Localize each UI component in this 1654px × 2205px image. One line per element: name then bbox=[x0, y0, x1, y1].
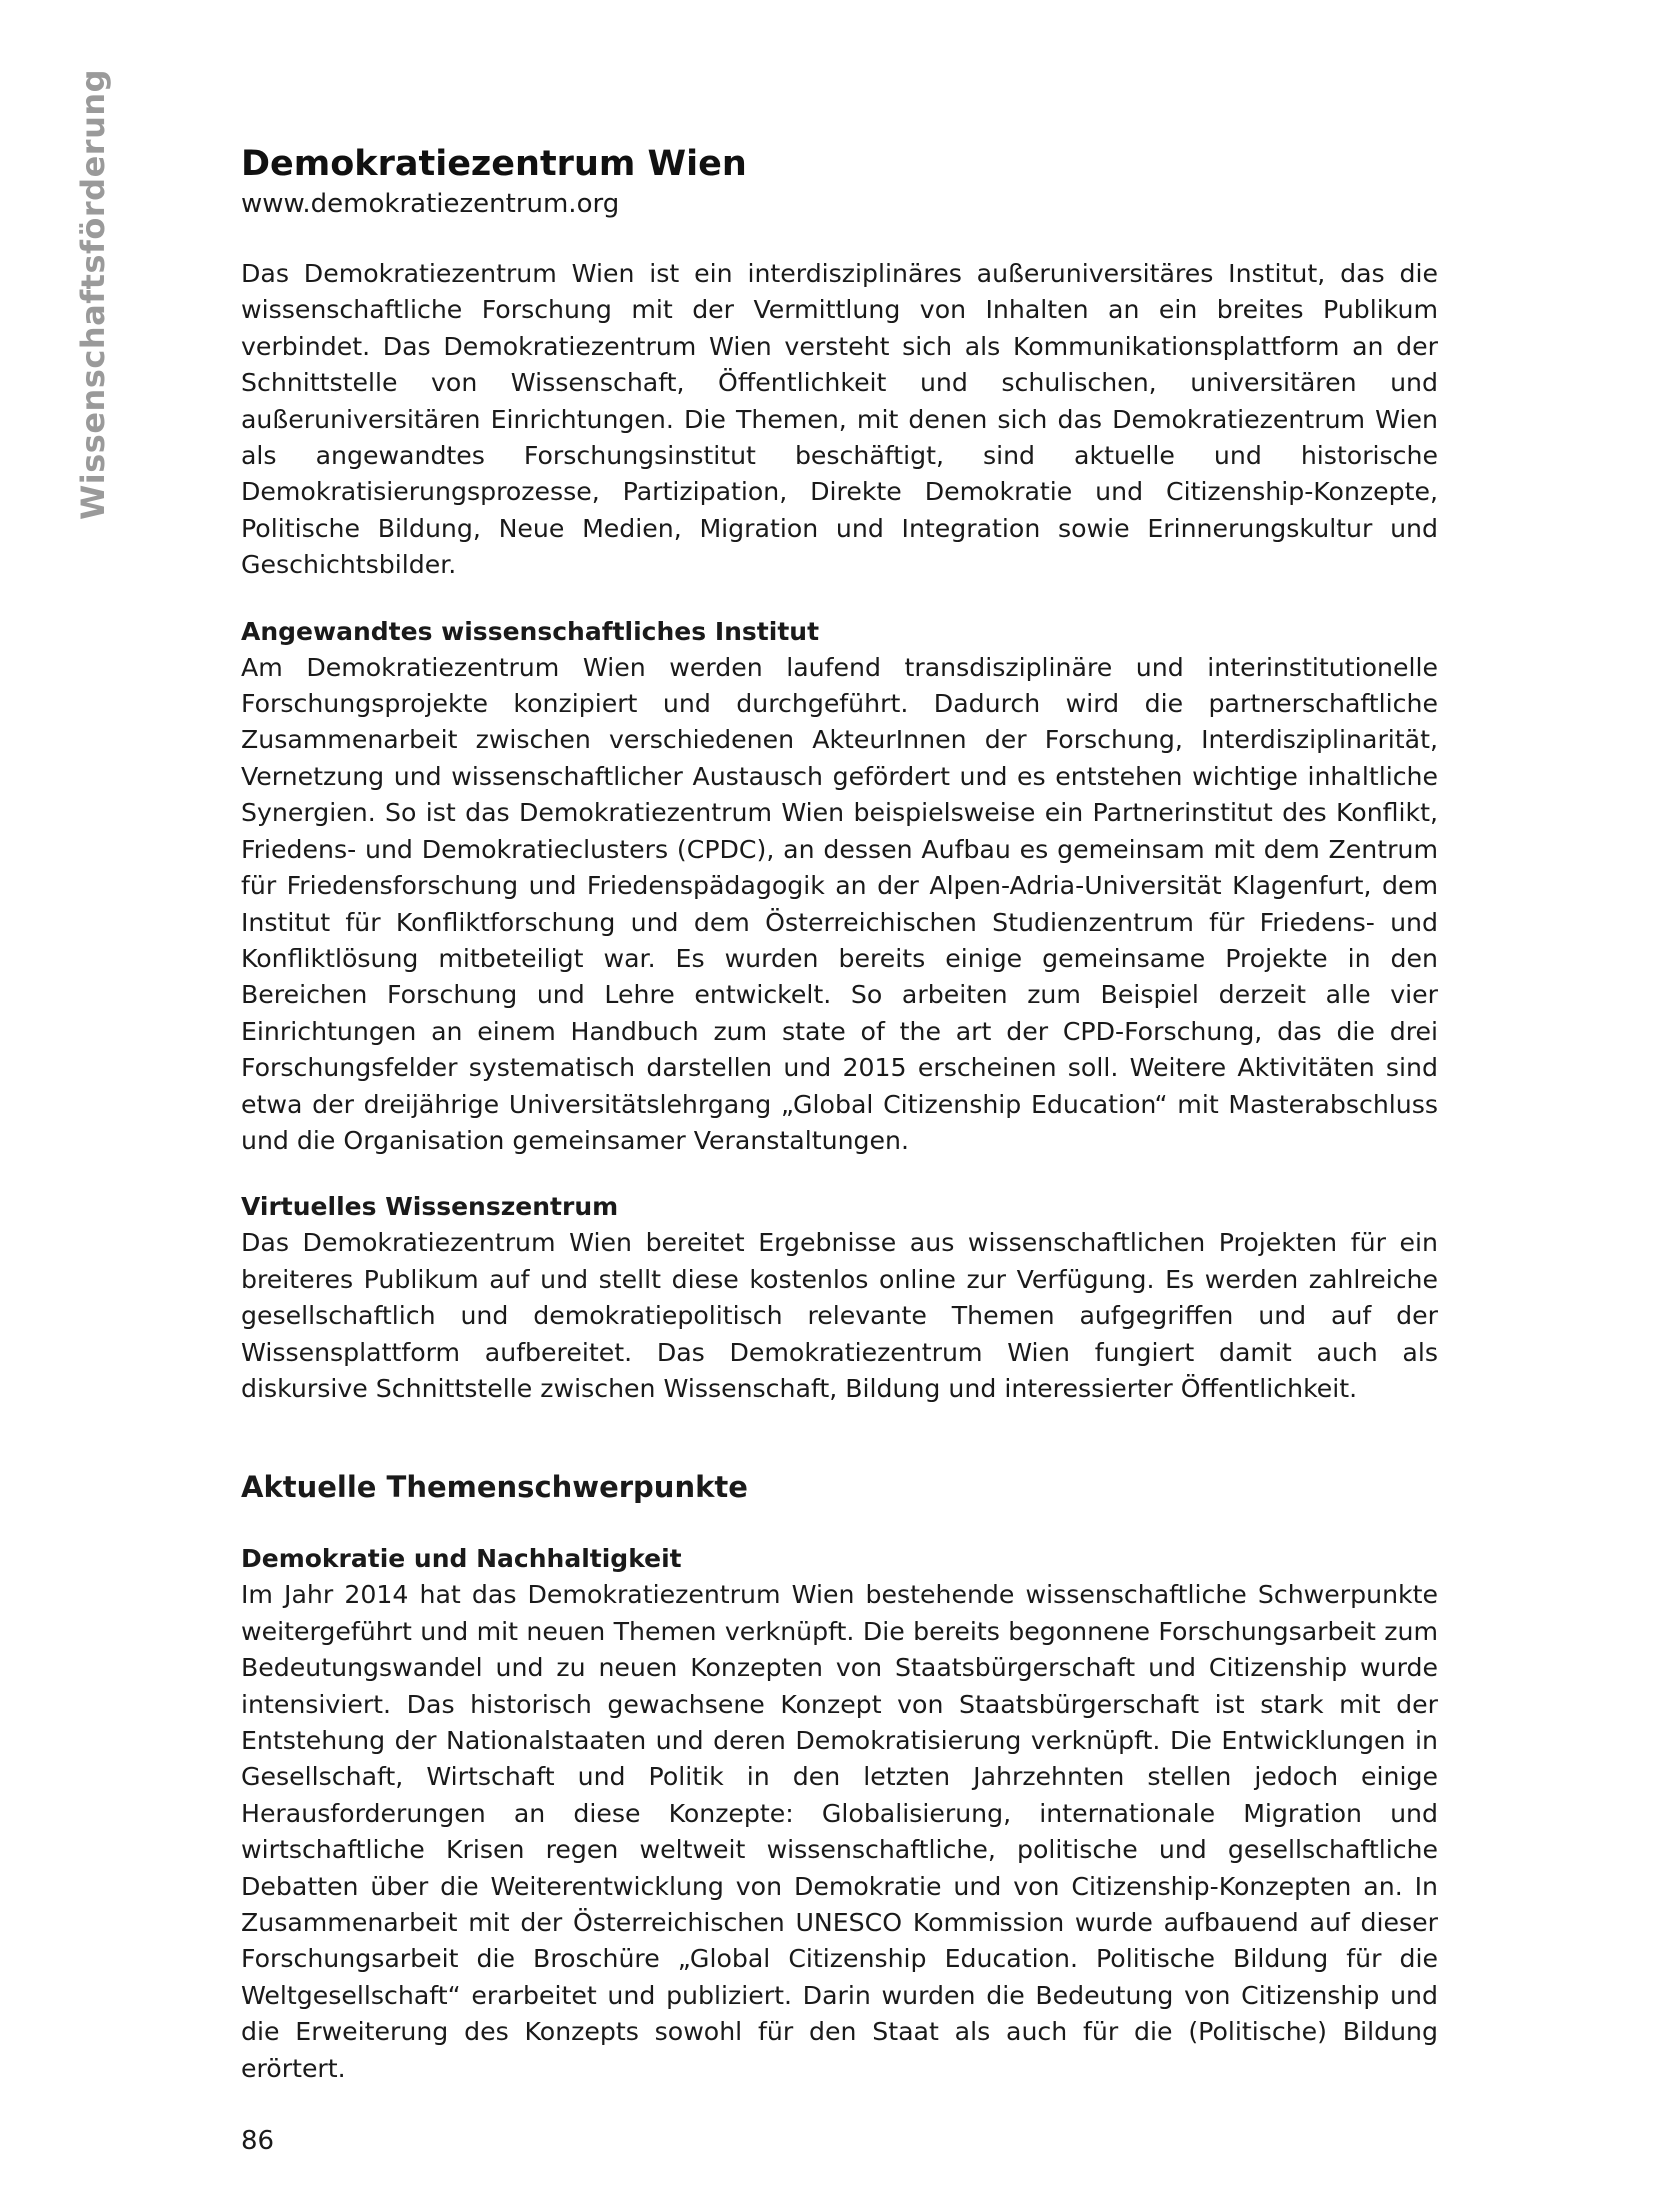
article bbox=[241, 142, 1438, 2087]
intro-paragraph: Das Demokratiezentrum Wien ist ein interdisziplinäres außeruniversitäres Institut, das die wissenschaftliche Forschung mit der Vermittlung von Inhalten an ein breites Publikum verbindet. Das Demokratiezentrum Wien versteht sich als Kommunikationsplattform an der Schnittstelle von Wissenschaft, Öffentlichkeit und schulischen, universitären und außeruniversitären Einrichtungen. Die Themen, mit denen sich das Demokratiezentrum Wien als angewandtes Forschungsinstitut beschäftigt, sind aktuelle und historische Demokratisierungsprozesse, Partizipation, Direkte Demokratie und Citizenship-Konzepte, Politische Bildung, Neue Medien, Migration und Integration sowie Erinnerungskultur und Geschichtsbilder. bbox=[241, 259, 1438, 580]
subheading-democracy-sustainability: Demokratie und Nachhaltigkeit bbox=[241, 1544, 682, 1574]
paragraph-virtual-knowledge-center: Das Demokratiezentrum Wien bereitet Ergebnisse aus wissenschaftlichen Projekten für ein breiteres Publikum auf und stellt diese kostenlos online zur Verfügung. Es werden zahlreiche gesellschaftlich und demokratiepolitisch relevante Themen aufgegriffen und auf der Wissensplattform aufbereitet. Das Demokratiezentrum Wien fungiert damit auch als diskursive Schnittstelle zwischen Wissenschaft, Bildung und interessierter Öffentlichkeit. bbox=[241, 1228, 1438, 1403]
section-heading-current-focus: Aktuelle Themenschwerpunkte bbox=[241, 1470, 748, 1505]
paragraph-applied-institute: Am Demokratiezentrum Wien werden laufend transdisziplinäre und interinstitutionelle Forschungsprojekte konzipiert und durchgeführt. Dadurch wird die partnerschaftliche Zusammenarbeit zwischen verschiedenen AkteurInnen der Forschung, Interdisziplinarität, Vernetzung und wissenschaftlicher Austausch gefördert und es entstehen wichtige inhaltliche Synergien. So ist das Demokratiezentrum Wien beispielsweise ein Partnerinstitut des Konflikt, Friedens- und Demokratieclusters (CPDC), an dessen Aufbau es gemeinsam mit dem Zentrum für Friedensforschung und Friedenspädagogik an der Alpen-Adria-Universität Klagenfurt, dem Institut für Konfliktforschung und dem Österreichischen Studienzentrum für Friedens- und Konfliktlösung mitbeteiligt war. Es wurden bereits einige gemeinsame Projekte in den Bereichen Forschung und Lehre entwickelt. So arbeiten zum Beispiel derzeit alle vier Einrichtungen an einem Handbuch zum state of the art der CPD-Forschung, das die drei Forschungsfelder systematisch darstellen und 2015 erscheinen soll. Weitere Aktivitäten sind etwa der dreijährige Universitätslehrgang „Global Citizenship Education“ mit Masterabschluss und die Organisation gemeinsamer Veranstaltungen. bbox=[241, 652, 1438, 1155]
subheading-virtual-knowledge-center: Virtuelles Wissenszentrum bbox=[241, 1192, 619, 1222]
page-title: Demokratiezentrum Wien bbox=[241, 144, 747, 184]
website-url: www.demokratiezentrum.org bbox=[241, 189, 620, 219]
page-number: 86 bbox=[241, 2126, 275, 2156]
section-side-label: Wissenschaftsförderung bbox=[74, 68, 112, 520]
paragraph-democracy-sustainability: Im Jahr 2014 hat das Demokratiezentrum Wien bestehende wissenschaftliche Schwerpunkte weitergeführt und mit neuen Themen verknüpft. Die bereits begonnene Forschungsarbeit zum Bedeutungswandel und zu neuen Konzepten von Staatsbürgerschaft und Citizenship wurde intensiviert. Das historisch gewachsene Konzept von Staatsbürgerschaft ist stark mit der Entstehung der Nationalstaaten und deren Demokratisierung verknüpft. Die Entwicklungen in Gesellschaft, Wirtschaft und Politik in den letzten Jahrzehnten stellen jedoch einige Herausforderungen an diese Konzepte: Globalisierung, internationale Migration und wirtschaftliche Krisen regen weltweit wissenschaftliche, politische und gesellschaftliche Debatten über die Weiterentwicklung von Demokratie und von Citizenship-Konzepten an. In Zusammenarbeit mit der Österreichischen UNESCO Kommission wurde aufbauend auf dieser Forschungsarbeit die Broschüre „Global Citizenship Education. Politische Bildung für die Weltgesellschaft“ erarbeitet und publiziert. Darin wurden die Bedeutung von Citizenship und die Erweiterung des Konzepts sowohl für den Staat als auch für die (Politische) Bildung erörtert. bbox=[241, 1580, 1438, 2083]
subheading-applied-institute: Angewandtes wissenschaftliches Institut bbox=[241, 616, 820, 646]
